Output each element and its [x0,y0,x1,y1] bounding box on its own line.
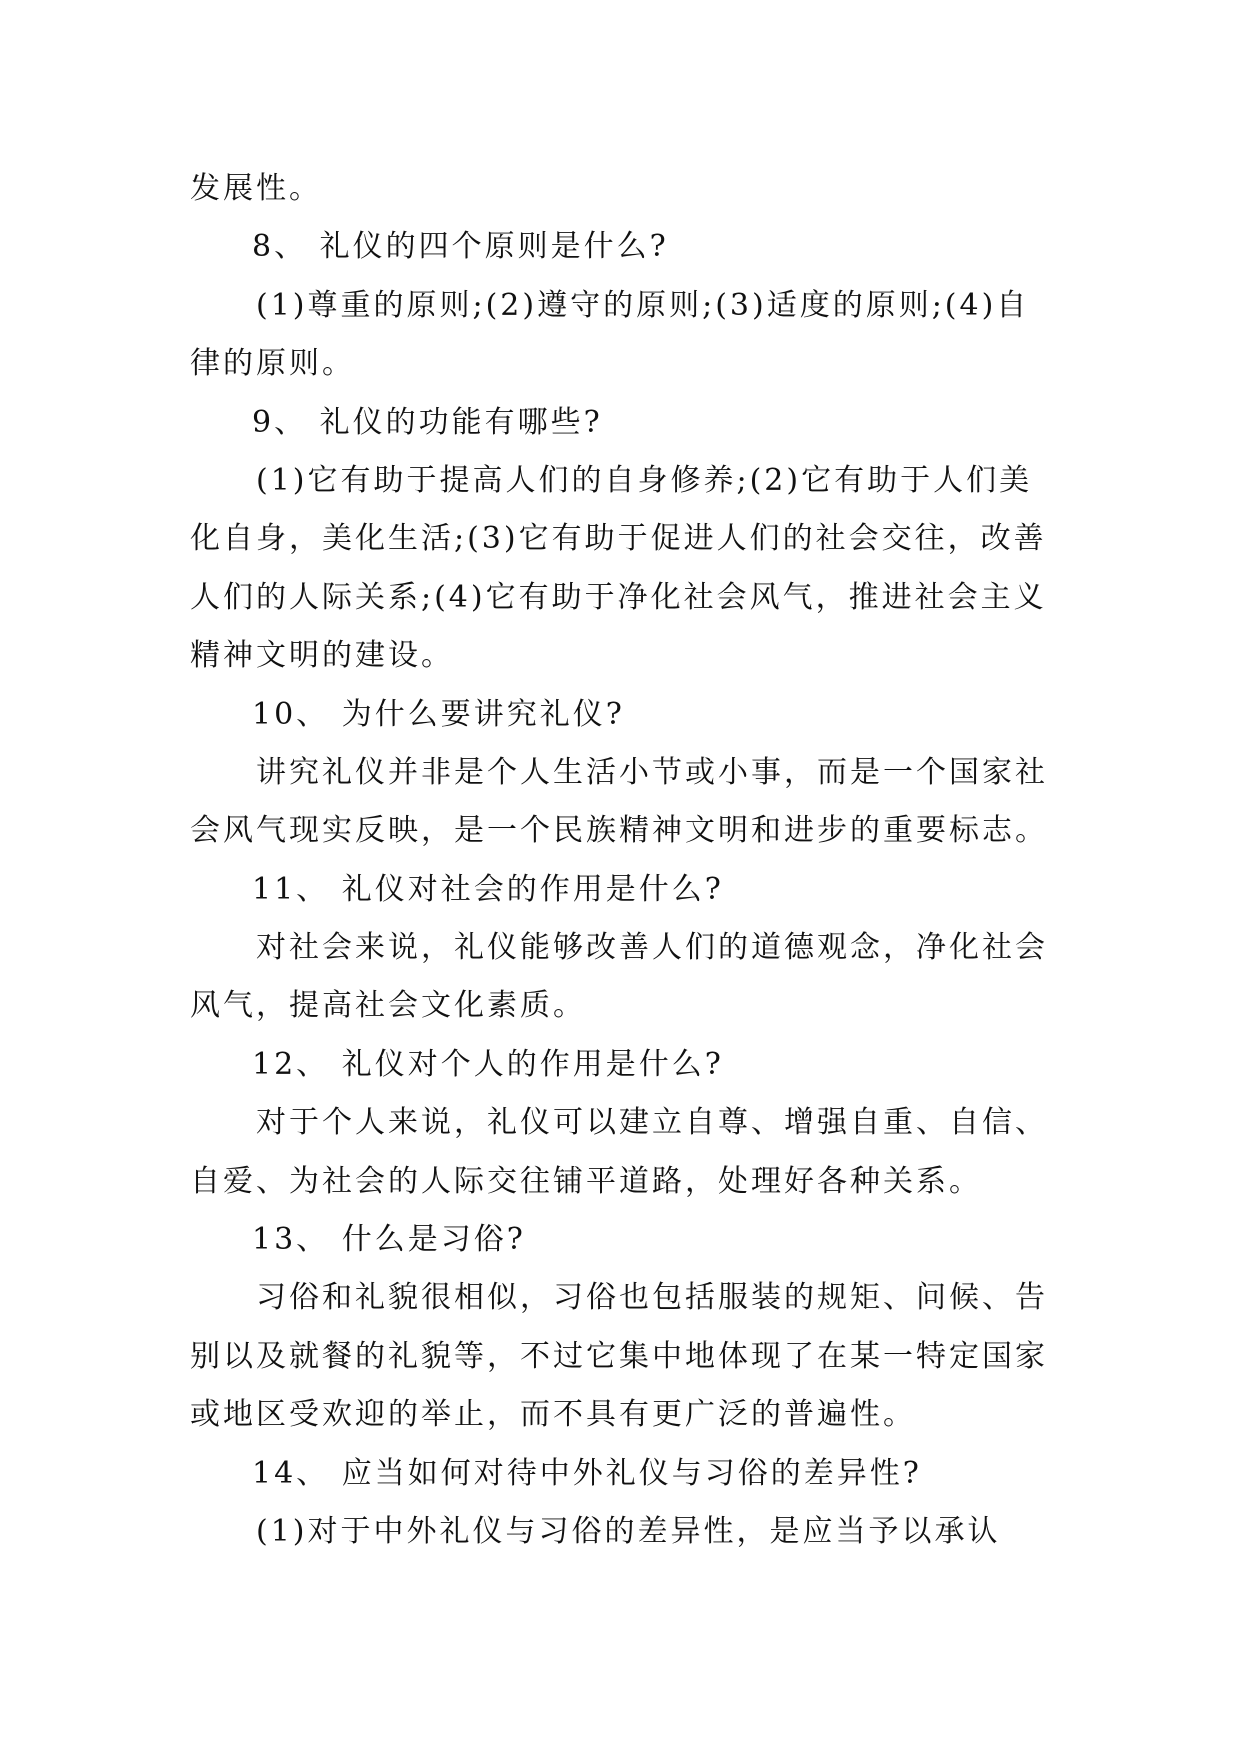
text-line: 对社会来说，礼仪能够改善人们的道德观念，净化社会 [256,930,1048,966]
text-line: 律的原则。 [190,346,355,382]
question-line: 9、 礼仪的功能有哪些? [252,404,603,440]
text-line: 会风气现实反映，是一个民族精神文明和进步的重要标志。 [190,813,1048,849]
question-line: 11、 礼仪对社会的作用是什么? [252,871,724,907]
text-line: 精神文明的建设。 [190,638,454,674]
question-line: 14、 应当如何对待中外礼仪与习俗的差异性? [252,1455,922,1491]
question-line: 10、 为什么要讲究礼仪? [252,696,625,732]
text-line: 对于个人来说，礼仪可以建立自尊、增强自重、自信、 [256,1105,1048,1141]
text-line: 自爱、为社会的人际交往铺平道路，处理好各种关系。 [190,1163,982,1199]
text-line: 风气，提高社会文化素质。 [190,988,586,1024]
text-line: 人们的人际关系;(4)它有助于净化社会风气，推进社会主义 [190,579,1047,615]
text-line: 别以及就餐的礼貌等，不过它集中地体现了在某一特定国家 [190,1338,1048,1374]
text-line: 化自身，美化生活;(3)它有助于促进人们的社会交往，改善 [190,521,1047,557]
text-line: 或地区受欢迎的举止，而不具有更广泛的普遍性。 [190,1397,916,1433]
text-line: 讲究礼仪并非是个人生活小节或小事，而是一个国家社 [256,754,1048,790]
text-line: (1)它有助于提高人们的自身修养;(2)它有助于人们美 [256,462,1033,498]
text-line: (1)对于中外礼仪与习俗的差异性，是应当予以承认 [256,1513,1001,1549]
text-line: 习俗和礼貌很相似，习俗也包括服装的规矩、问候、告 [256,1280,1048,1316]
text-line: (1)尊重的原则;(2)遵守的原则;(3)适度的原则;(4)自 [256,287,1030,323]
document-body [190,160,1060,1561]
question-line: 8、 礼仪的四个原则是什么? [252,229,669,265]
question-line: 13、 什么是习俗? [252,1222,526,1258]
question-line: 12、 礼仪对个人的作用是什么? [252,1046,724,1082]
text-line: 发展性。 [190,171,322,206]
